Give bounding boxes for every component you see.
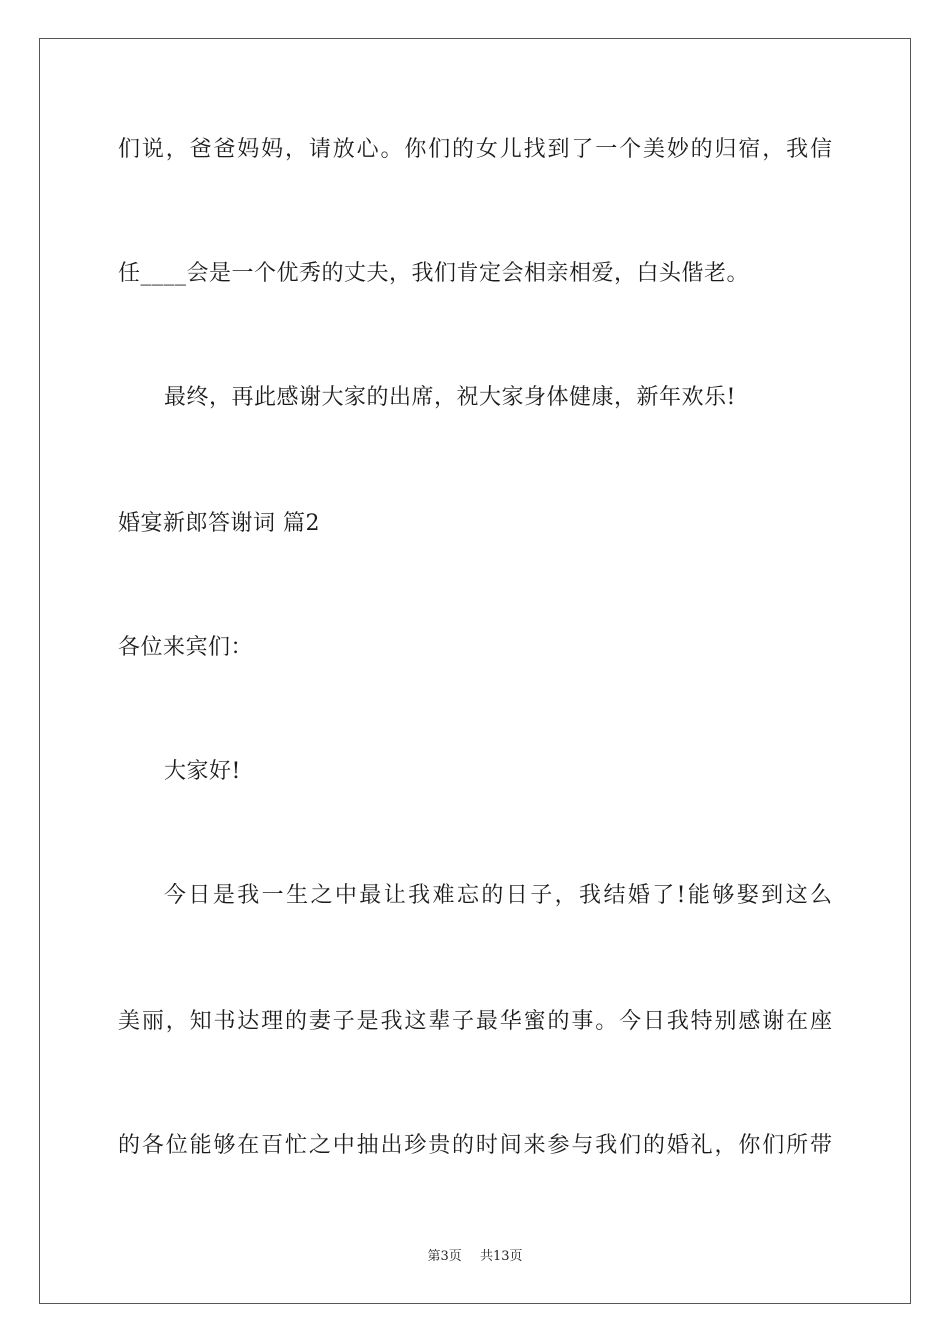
paragraph-line-1: 们说，爸爸妈妈，请放心。你们的女儿找到了一个美妙的归宿，我信 [118, 137, 832, 162]
salutation: 各位来宾们： [118, 635, 254, 660]
paragraph-line-4: 今日是我一生之中最让我难忘的日子，我结婚了!能够娶到这么 [164, 883, 832, 908]
page-number-total: 共13页 [479, 1249, 523, 1264]
paragraph-line-2: 任____会是一个优秀的丈夫，我们肯定会相亲相爱，白头偕老。 [118, 261, 750, 286]
page-footer [0, 1248, 950, 1266]
page-border [39, 38, 911, 1304]
paragraph-line-6: 的各位能够在百忙之中抽出珍贵的时间来参与我们的婚礼，你们所带 [118, 1133, 832, 1158]
greeting: 大家好! [164, 759, 241, 784]
paragraph-line-3: 最终，再此感谢大家的出席，祝大家身体健康，新年欢乐! [164, 385, 736, 410]
paragraph-line-5: 美丽，知书达理的妻子是我这辈子最华蜜的事。今日我特别感谢在座 [118, 1009, 832, 1034]
page-number-current: 第3页 [427, 1249, 462, 1264]
section-heading: 婚宴新郎答谢词 篇2 [118, 511, 320, 536]
